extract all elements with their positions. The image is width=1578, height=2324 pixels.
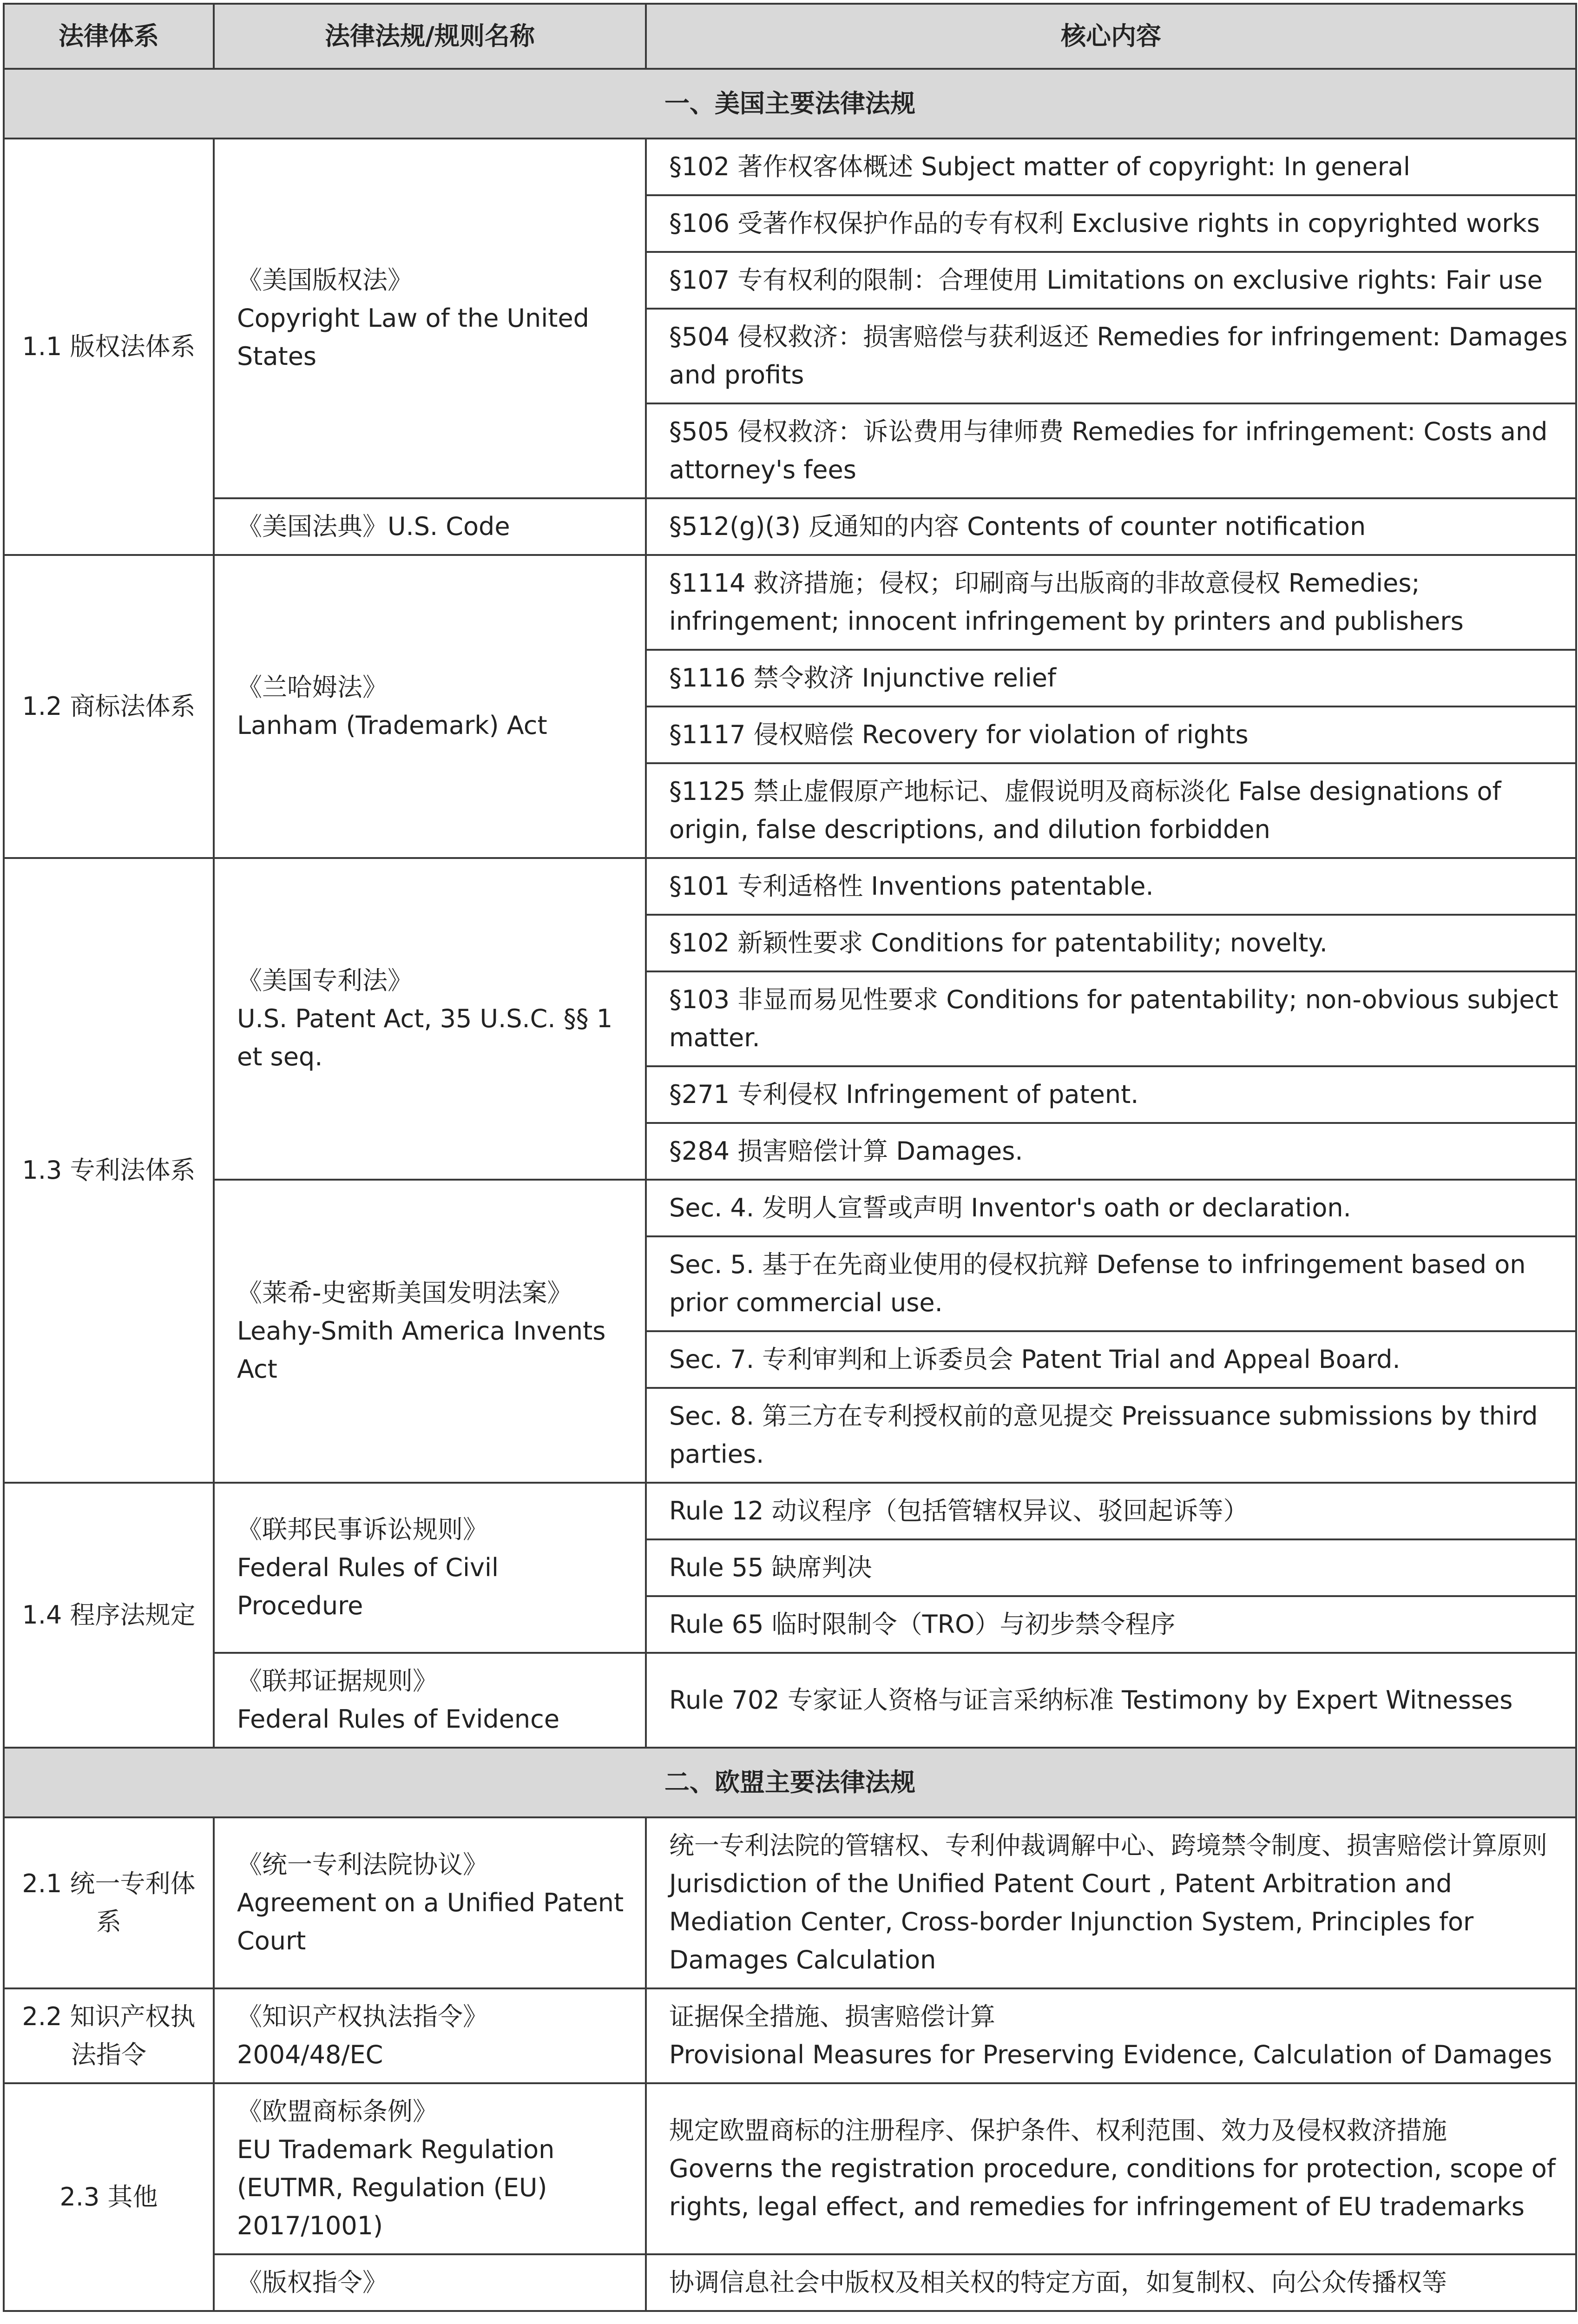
law-name-en: Lanham (Trademark) Act (237, 711, 547, 740)
table-row (4, 1483, 1576, 1539)
core-content-cell (646, 1236, 1576, 1331)
law-name-cell (214, 2254, 646, 2311)
legal-system-cell: 2.3 其他 (4, 2083, 214, 2311)
law-name-cell (214, 858, 646, 1180)
law-name-en: Federal Rules of Evidence (237, 1704, 560, 1734)
table-row (4, 1180, 1576, 1236)
core-content-text: §102 新颖性要求 Conditions for patentability; novelty. (669, 928, 1328, 957)
core-content-cell (646, 915, 1576, 971)
law-table-body (4, 69, 1576, 2311)
core-content-text: Rule 65 临时限制令（TRO）与初步禁令程序 (669, 1610, 1176, 1639)
core-content-text: Rule 702 专家证人资格与证言采纳标准 Testimony by Expert Witnesses (669, 1685, 1513, 1715)
table-row (4, 858, 1576, 915)
core-content-cell (646, 1483, 1576, 1539)
legal-system-cell: 1.3 专利法体系 (4, 858, 214, 1483)
law-name-en: U.S. Patent Act, 35 U.S.C. §§ 1 et seq. (237, 1004, 613, 1071)
core-content-text: §512(g)(3) 反通知的内容 Contents of counter notification (669, 512, 1366, 541)
table-row (4, 139, 1576, 195)
law-name-en: EU Trademark Regulation (EUTMR, Regulation (EU) 2017/1001) (237, 2135, 555, 2240)
law-name-cell (214, 1180, 646, 1483)
section-row (4, 1748, 1576, 1817)
core-content-cell (646, 252, 1576, 309)
table-row (4, 1653, 1576, 1748)
law-name-en: Copyright Law of the United States (237, 304, 589, 371)
header-law-name: 法律法规/规则名称 (214, 4, 646, 69)
law-name-cn: 《版权指令》 (237, 2268, 388, 2297)
core-content-text: Sec. 8. 第三方在专利授权前的意见提交 Preissuance submissions by third parties. (669, 1401, 1538, 1469)
core-content-cell (646, 498, 1576, 555)
core-content-text: §271 专利侵权 Infringement of patent. (669, 1080, 1139, 1109)
core-content-text: Sec. 7. 专利审判和上诉委员会 Patent Trial and Appeal Board. (669, 1345, 1400, 1374)
table-row (4, 1817, 1576, 1988)
core-content-cell (646, 2083, 1576, 2254)
core-content-cell (646, 195, 1576, 252)
core-content-cell (646, 403, 1576, 498)
law-name-cn: 《美国专利法》 (237, 966, 413, 995)
core-content-cell (646, 763, 1576, 858)
section-title: 一、美国主要法律法规 (4, 69, 1576, 139)
legal-system-cell: 2.1 统一专利体系 (4, 1817, 214, 1988)
law-name-cell (214, 1988, 646, 2083)
core-content-text: §106 受著作权保护作品的专有权利 Exclusive rights in copyrighted works (669, 209, 1540, 238)
core-content-text: Governs the registration procedure, conditions for protection, scope of rights, legal effect, and remedies for infringement of EU trademarks (669, 2154, 1556, 2221)
core-content-text: §1116 禁令救济 Injunctive relief (669, 663, 1057, 693)
law-name-cn: 《联邦证据规则》 (237, 1666, 438, 1696)
law-name-cn: 《兰哈姆法》 (237, 673, 388, 702)
core-content-cell (646, 1388, 1576, 1483)
core-content-text: §103 非显而易见性要求 Conditions for patentability; non-obvious subject matter. (669, 985, 1558, 1052)
core-content-cell (646, 139, 1576, 195)
law-name-cell (214, 555, 646, 858)
law-name-cell (214, 139, 646, 498)
legal-system-cell: 1.1 版权法体系 (4, 139, 214, 555)
law-name-cell (214, 1817, 646, 1988)
law-name-cell (214, 498, 646, 555)
law-name-cell (214, 1653, 646, 1748)
law-name-cell (214, 1483, 646, 1653)
table-row (4, 1988, 1576, 2083)
core-content-text: 证据保全措施、损害赔偿计算 (669, 2002, 995, 2031)
core-content-cell (646, 858, 1576, 915)
law-name-cn: 《欧盟商标条例》 (237, 2097, 438, 2126)
core-content-text: §1117 侵权赔偿 Recovery for violation of rights (669, 720, 1249, 749)
table-row (4, 2083, 1576, 2254)
core-content-cell (646, 971, 1576, 1066)
core-content-text: 规定欧盟商标的注册程序、保护条件、权利范围、效力及侵权救济措施 (669, 2116, 1447, 2145)
legal-system-cell: 1.4 程序法规定 (4, 1483, 214, 1748)
core-content-text: Sec. 5. 基于在先商业使用的侵权抗辩 Defense to infringement based on prior commercial use. (669, 1250, 1526, 1317)
law-name-en: Agreement on a Unified Patent Court (237, 1888, 624, 1955)
core-content-cell (646, 706, 1576, 763)
core-content-cell (646, 650, 1576, 706)
law-name-cn: 《美国法典》U.S. Code (237, 512, 510, 541)
core-content-cell (646, 1653, 1576, 1748)
core-content-cell (646, 1539, 1576, 1596)
section-title: 二、欧盟主要法律法规 (4, 1748, 1576, 1817)
core-content-cell (646, 1817, 1576, 1988)
core-content-cell (646, 1066, 1576, 1123)
core-content-text: Provisional Measures for Preserving Evidence, Calculation of Damages (669, 2040, 1552, 2069)
law-name-en: Federal Rules of Civil Procedure (237, 1553, 499, 1620)
core-content-text: §102 著作权客体概述 Subject matter of copyright: In general (669, 152, 1411, 181)
core-content-text: §1125 禁止虚假原产地标记、虚假说明及商标淡化 False designations of origin, false descriptions, and dilution forbidden (669, 777, 1501, 844)
core-content-cell (646, 309, 1576, 403)
core-content-cell (646, 1988, 1576, 2083)
legal-system-cell: 2.2 知识产权执法指令 (4, 1988, 214, 2083)
law-name-cn: 《联邦民事诉讼规则》 (237, 1515, 488, 1544)
core-content-text: Jurisdiction of the Unified Patent Court , Patent Arbitration and Mediation Center, Cross-border Injunction System, Principles for Damages Calculation (669, 1869, 1474, 1974)
core-content-cell (646, 1331, 1576, 1388)
header-core-content: 核心内容 (646, 4, 1576, 69)
law-table (3, 3, 1577, 2312)
law-name-cn: 《知识产权执法指令》 (237, 2002, 488, 2031)
core-content-cell (646, 1596, 1576, 1653)
core-content-text: Rule 55 缺席判决 (669, 1553, 872, 1582)
section-row (4, 69, 1576, 139)
law-name-cn: 《莱希-史密斯美国发明法案》 (237, 1278, 572, 1307)
core-content-text: §101 专利适格性 Inventions patentable. (669, 872, 1154, 901)
law-name-en: Leahy-Smith America Invents Act (237, 1316, 606, 1384)
law-name-en: 2004/48/EC (237, 2040, 383, 2069)
header-row (4, 4, 1576, 69)
core-content-cell (646, 2254, 1576, 2311)
core-content-text: Rule 12 动议程序（包括管辖权异议、驳回起诉等） (669, 1496, 1249, 1525)
core-content-text: §1114 救济措施；侵权；印刷商与出版商的非故意侵权 Remedies; infringement; innocent infringement by printers and publishers (669, 568, 1464, 636)
law-name-cell (214, 2083, 646, 2254)
core-content-text: §107 专有权利的限制：合理使用 Limitations on exclusive rights: Fair use (669, 265, 1543, 295)
core-content-text: §505 侵权救济：诉讼费用与律师费 Remedies for infringement: Costs and attorney's fees (669, 417, 1548, 484)
core-content-text: §504 侵权救济：损害赔偿与获利返还 Remedies for infringement: Damages and profits (669, 322, 1568, 390)
table-row (4, 498, 1576, 555)
header-legal-system: 法律体系 (4, 4, 214, 69)
core-content-text: 协调信息社会中版权及相关权的特定方面，如复制权、向公众传播权等 (669, 2268, 1447, 2297)
core-content-text: Sec. 4. 发明人宣誓或声明 Inventor's oath or declaration. (669, 1193, 1351, 1222)
law-name-cn: 《统一专利法院协议》 (237, 1850, 488, 1879)
legal-system-cell: 1.2 商标法体系 (4, 555, 214, 858)
core-content-cell (646, 1180, 1576, 1236)
table-row (4, 555, 1576, 650)
table-row (4, 2254, 1576, 2311)
core-content-text: 统一专利法院的管辖权、专利仲裁调解中心、跨境禁令制度、损害赔偿计算原则 (669, 1831, 1547, 1860)
core-content-text: §284 损害赔偿计算 Damages. (669, 1136, 1023, 1166)
core-content-cell (646, 555, 1576, 650)
law-name-cn: 《美国版权法》 (237, 265, 413, 295)
core-content-cell (646, 1123, 1576, 1180)
